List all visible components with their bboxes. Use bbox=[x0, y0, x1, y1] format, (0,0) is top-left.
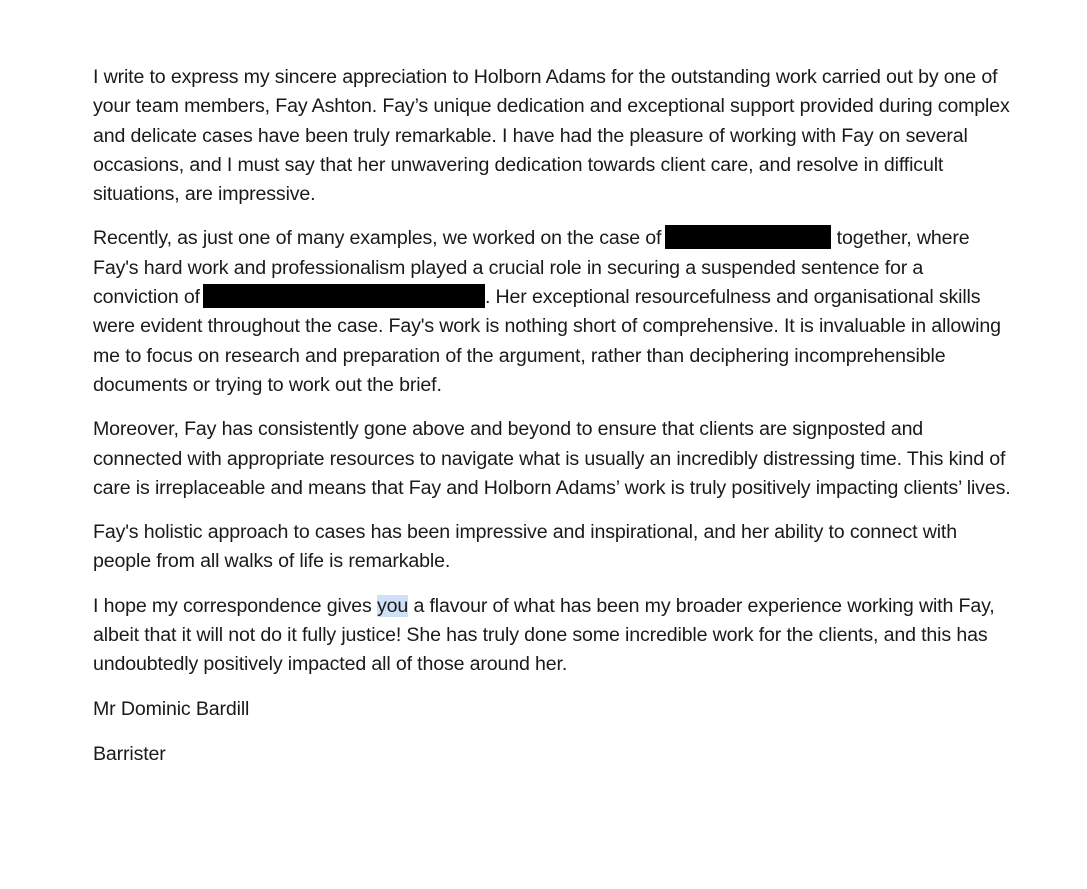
paragraph-3-text: Moreover, Fay has consistently gone above and beyond to ensure that clients are signposted and connected with appropriate resources to navigate what is usually an incredibly distressing time. This kind of care is irreplaceable and means that Fay and Holborn Adams’ work is truly positively impacting clients’ lives. bbox=[93, 418, 1011, 499]
paragraph-2-text-b: together, where Fay's hard work and professionalism played a crucial role in securing a suspended sentence for a conviction of bbox=[93, 227, 970, 309]
paragraph-2-text-c: . Her exceptional resourcefulness and organisational skills were evident throughout the case. Fay's work is nothing short of comprehensive. It is invaluable in allowing me to focus on research and preparation of the argument, rather than deciphering incomprehensible documents or trying to work out the brief. bbox=[93, 286, 1001, 396]
redaction-case-name bbox=[665, 225, 831, 249]
letter-body bbox=[93, 63, 1013, 785]
paragraph-client-care bbox=[93, 415, 1013, 503]
redaction-conviction bbox=[203, 284, 485, 308]
paragraph-case-example bbox=[93, 224, 1013, 400]
paragraph-closing bbox=[93, 592, 1013, 680]
paragraph-5-text-b[interactable]: a flavour of what has been my broader experience working with Fay, albeit that it will not do it fully justice! She has truly done some incredible work for the clients, and this has undoubtedly positively impacted all of those around her. bbox=[93, 594, 995, 676]
paragraph-4-text: Fay's holistic approach to cases has been impressive and inspirational, and her ability to connect with people from all walks of life is remarkable. bbox=[93, 521, 957, 573]
paragraph-2-text-a: Recently, as just one of many examples, we worked on the case of bbox=[93, 227, 662, 250]
paragraph-appreciation bbox=[93, 63, 1013, 209]
paragraph-holistic-approach bbox=[93, 518, 1013, 577]
paragraph-5-text-a[interactable]: I hope my correspondence gives bbox=[93, 594, 372, 617]
signature-name: Mr Dominic Bardill bbox=[93, 697, 250, 720]
paragraph-1-text: I write to express my sincere appreciation to Holborn Adams for the outstanding work carried out by one of your team members, Fay Ashton. Fay’s unique dedication and exceptional support provided during complex and delicate cases have been truly remarkable. I have had the pleasure of working with Fay on several occasions, and I must say that her unwavering dedication towards client care, and resolve in difficult situations, are impressive. bbox=[93, 66, 1010, 206]
selected-word-highlight[interactable]: you bbox=[376, 594, 409, 617]
signature-title: Barrister bbox=[93, 742, 166, 765]
